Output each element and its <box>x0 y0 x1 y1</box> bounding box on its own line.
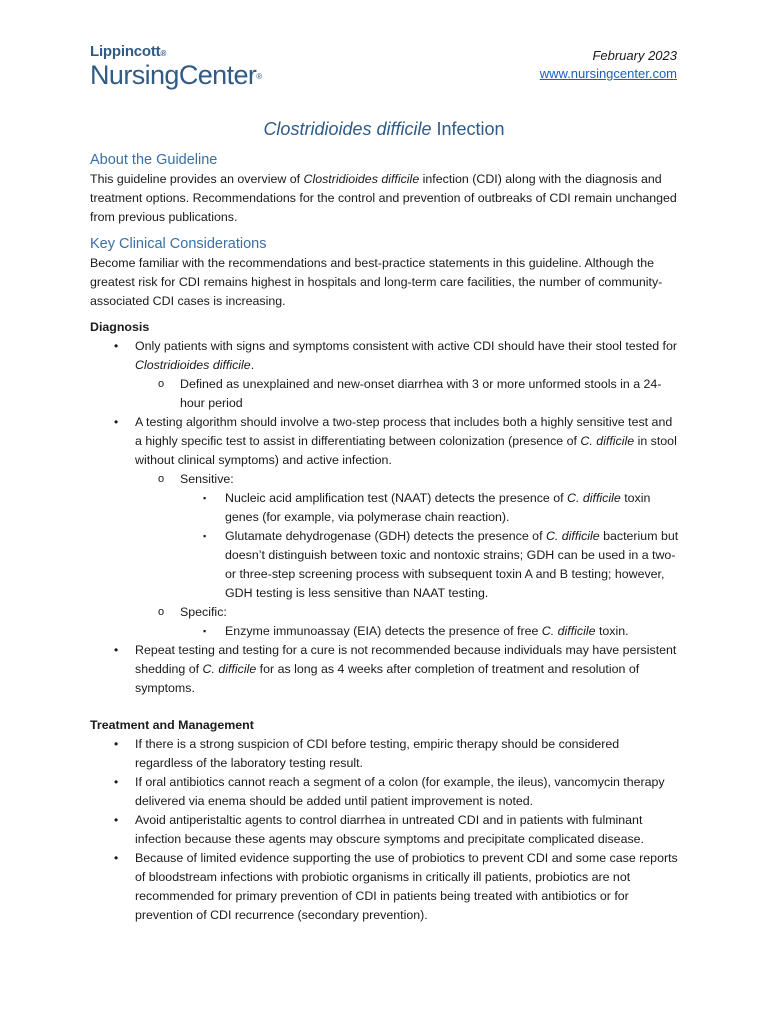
bullet-marker: ▪ <box>203 626 207 636</box>
bullet-marker: o <box>158 378 165 390</box>
list-item: ▪ Enzyme immunoassay (EIA) detects the presence of free C. difficile toxin. <box>90 622 680 641</box>
list-item: o Sensitive: <box>90 470 680 489</box>
bullet-marker: o <box>158 473 165 485</box>
list-item: • Repeat testing and testing for a cure is not recommended because individuals may have persistent shedding of C. difficile for as long as 4 weeks after completion of treatment and resolution of symptoms. <box>114 643 677 695</box>
logo-main-text: NursingCenter® <box>90 60 262 90</box>
list-item: o Specific: <box>90 603 680 622</box>
bullet-marker: • <box>114 339 119 353</box>
list-item: • Avoid antiperistaltic agents to control diarrhea in untreated CDI and in patients with fulminant infection because these agents may obscure symptoms and precipitate complicated disease. <box>114 813 644 846</box>
list-item: o Defined as unexplained and new-onset diarrhea with 3 or more unformed stools in a 24-hour period <box>158 377 662 410</box>
about-heading: About the Guideline <box>90 152 218 168</box>
list-item: • Because of limited evidence supporting the use of probiotics to prevent CDI and some case reports of bloodstream infections with probiotic organisms in critically ill patients, probiotics are not recommended for primary prevention of CDI in patients being treated with antibiotics or for prevention of CDI recurrence (secondary prevention). <box>114 851 678 922</box>
list-item: • If oral antibiotics cannot reach a segment of a colon (for example, the ileus), vancomycin therapy delivered via enema should be added until patient improvement is noted. <box>114 775 665 808</box>
key-considerations-paragraph: Become familiar with the recommendations and best-practice statements in this guideline. Although the greatest risk for CDI remains highest in hospitals and long-term care facilities, the number of community-associated CDI cases is increasing. <box>90 256 663 308</box>
bullet-marker: o <box>158 606 165 618</box>
bullet-marker: • <box>114 813 119 827</box>
bullet-marker: • <box>114 737 119 751</box>
bullet-marker: • <box>114 415 119 429</box>
about-paragraph: This guideline provides an overview of Clostridioides difficile infection (CDI) along with the diagnosis and treatment options. Recommendations for the control and prevention of outbreaks of CDI remain unchanged from previous publications. <box>90 172 677 224</box>
key-considerations-heading: Key Clinical Considerations <box>90 236 267 252</box>
diagnosis-list <box>90 337 680 698</box>
diagnosis-heading: Diagnosis <box>90 320 150 334</box>
treatment-heading: Treatment and Management <box>90 718 254 732</box>
lippincott-nursingcenter-logo[interactable] <box>90 44 262 90</box>
list-item: ▪ Nucleic acid amplification test (NAAT) detects the presence of C. difficile toxin genes (for example, via polymerase chain reaction). <box>203 491 651 524</box>
bullet-marker: ▪ <box>203 531 207 541</box>
bullet-marker: ▪ <box>203 493 207 503</box>
bullet-marker: • <box>114 851 119 865</box>
list-item: • A testing algorithm should involve a two-step process that includes both a highly sensitive test and a highly specific test to assist in differentiating between colonization (presence of C. difficile in stool without clinical symptoms) and active infection. <box>114 415 677 467</box>
list-item: • If there is a strong suspicion of CDI before testing, empiric therapy should be considered regardless of the laboratory testing result. <box>114 737 620 770</box>
bullet-marker: • <box>114 643 119 657</box>
header-meta <box>540 47 677 83</box>
list-item: • Only patients with signs and symptoms consistent with active CDI should have their stool tested for Clostridioides difficile. <box>114 339 677 372</box>
document-title: Clostridioides difficile Infection <box>263 119 505 139</box>
website-link[interactable]: www.nursingcenter.com <box>539 66 677 81</box>
document-body <box>90 150 680 925</box>
logo-top-text: Lippincott® <box>90 43 167 60</box>
list-item: ▪ Glutamate dehydrogenase (GDH) detects the presence of C. difficile bacterium but doesn’t distinguish between toxic and nontoxic strains; GDH can be used in a two- or three-step screening process with subsequent toxin A and B testing; however, GDH testing is less sensitive than NAAT testing. <box>203 529 679 600</box>
publication-date: February 2023 <box>592 48 677 63</box>
treatment-list <box>90 735 680 925</box>
bullet-marker: • <box>114 775 119 789</box>
